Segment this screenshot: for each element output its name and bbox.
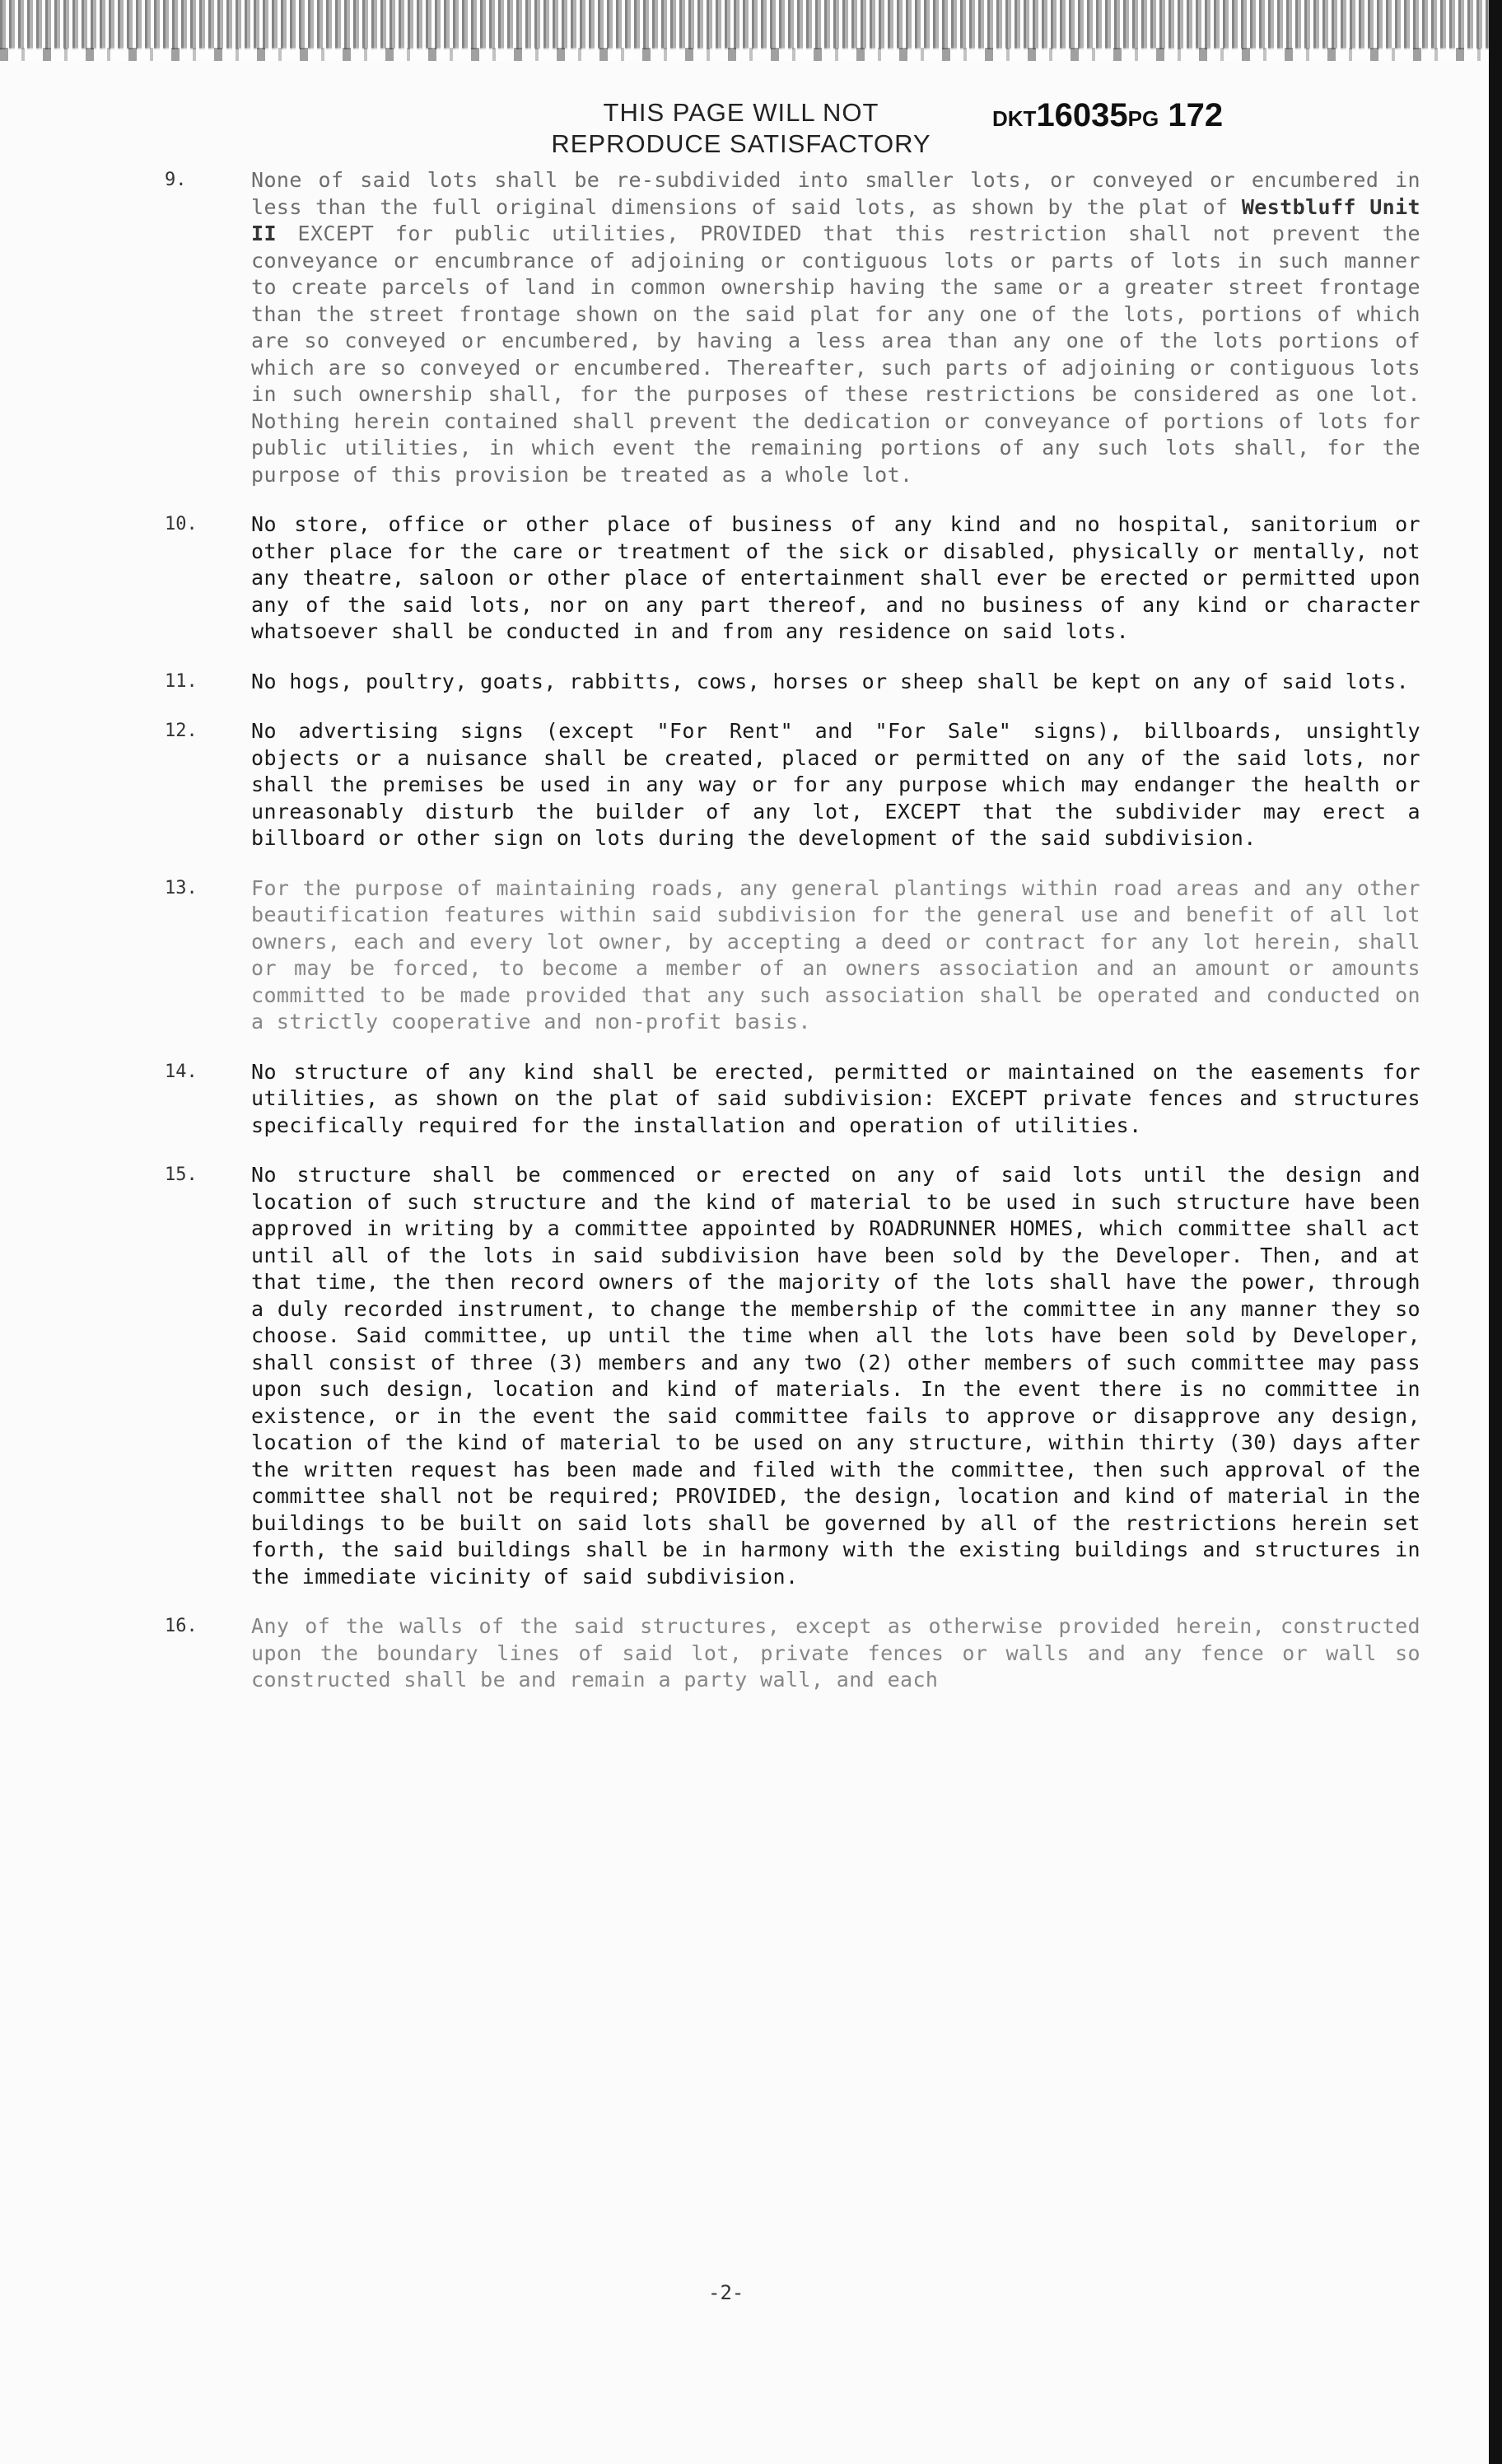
clause-14: [165, 1059, 1425, 1140]
clause-text-part: None of said lots shall be re-subdivided into smaller lots, or conveyed or encumbered in less than the full original dimensions of said lots, as shown by the plat of: [251, 168, 1420, 219]
clause-text: No hogs, poultry, goats, rabbitts, cows, horses or sheep shall be kept on any of said lots.: [251, 669, 1410, 693]
clause-text: For the purpose of maintaining roads, any general plantings within road areas and any other beautification features within said subdivision for the general use and benefit of all lot owners, each and every lot owner, by accepting a deed or contract for any lot herein, shall or may be forced, to become a member of an owners association and an amount or amounts committed to be made provided that any such association shall be operated and conducted on a strictly cooperative and non-profit basis.: [251, 875, 1420, 1034]
clause-10: [165, 511, 1425, 646]
clause-text: No advertising signs (except "For Rent" and "For Sale" signs), billboards, unsightly objects or a nuisance shall be created, placed or permitted on any of the said lots, nor shall the premises be used in any way or for any purpose which may endanger the health or unreasonably disturb the builder of any lot, EXCEPT that the subdivider may erect a billboard or other sign on lots during the development of the said subdivision.: [251, 719, 1420, 850]
clause-text: No structure of any kind shall be erected, permitted or maintained on the easements for utilities, as shown on the plat of said subdivision: EXCEPT private fences and structures specifically required for the installation and operation of utilities.: [251, 1059, 1420, 1137]
footer-page-number: -2-: [708, 2281, 744, 2304]
clause-text-part: EXCEPT for public utilities, PROVIDED that this restriction shall not prevent the conveyance or encumbrance of adjoining or contiguous lots or parts of lots in such manner to create parcels of land in common ownership having the same or a greater street frontage than the street frontage shown on the said plat for any one of the lots, portions of which are so conveyed or encumbered, by having a less area than any one of the lots portions of which are so conveyed or encumbered. Thereafter, such parts of adjoining or contiguous lots in such ownership shall, for the purposes of these restrictions be considered as one lot. Nothing herein contained shall prevent the dedication or conveyance of portions of lots for public utilities, in which event the remaining portions of any such lots shall, for the purpose of this provision be treated as a whole lot.: [251, 222, 1420, 487]
clause-number: 16.: [165, 1616, 198, 1636]
page-prefix: PG: [1127, 106, 1159, 131]
stamp-line-1: THIS PAGE WILL NOT: [603, 98, 879, 127]
clause-number: 10.: [165, 514, 198, 534]
clause-number: 11.: [165, 670, 198, 692]
book-number: 16035: [1036, 97, 1128, 133]
clause-number: 12.: [165, 721, 198, 741]
subdivision-name: Westbluff Unit II: [251, 194, 1421, 245]
scan-top-edge-artifacts: [0, 48, 1502, 61]
stamp-line-2: REPRODUCE SATISFACTORY: [551, 129, 931, 158]
recording-book-reference: [992, 97, 1223, 134]
scan-top-edge-noise: [0, 0, 1502, 49]
clause-number: 14.: [165, 1061, 198, 1082]
clause-13: [165, 875, 1425, 1036]
book-prefix: DKT: [992, 106, 1037, 131]
clause-number: 9.: [165, 170, 187, 190]
clause-15: [165, 1162, 1425, 1590]
clause-text: No structure shall be commenced or erected on any of said lots until the design and location of such structure and the kind of material to be used in such structure have been approved in writing by a committee appointed by ROADRUNNER HOMES, which committee shall act until all of the lots in said subdivision have been sold by the Developer. Then, and at that time, the then record owners of the majority of the lots shall have the power, through a duly recorded instrument, to change the membership of the committee in any manner they so choose. Said committee, up until the time when all the lots have been sold by Developer, shall consist of three (3) members and any two (2) other members of such committee may pass upon such design, location and kind of materials. In the event there is no committee in existence, or in the event the said committee fails to approve or disapprove any design, location of the kind of material to be used on any structure, within thirty (30) days after the written request has been made and filed with the committee, then such approval of the committee shall not be required; PROVIDED, the design, location and kind of material in the buildings to be built on said lots shall be governed by all of the restrictions herein set forth, the said buildings shall be in harmony with the existing buildings and structures in the immediate vicinity of said subdivision.: [251, 1163, 1420, 1589]
scan-right-edge-border: [1489, 0, 1502, 2464]
clause-9: [165, 167, 1425, 488]
restriction-clauses: [165, 167, 1425, 1717]
clause-number: 13.: [165, 877, 198, 898]
clause-text: No store, office or other place of business of any kind and no hospital, sanitorium or other place for the care or treatment of the sick or disabled, physically or mentally, not any theatre, saloon or other place of entertainment shall ever be erected or permitted upon any of the said lots, nor on any part thereof, and no business of any kind or character whatsoever shall be conducted in and from any residence on said lots.: [251, 512, 1420, 643]
clause-12: [165, 718, 1425, 852]
clause-number: 15.: [165, 1164, 198, 1185]
reproduction-notice-stamp: [527, 97, 955, 160]
clause-11: [165, 669, 1425, 696]
recording-page-number: 172: [1168, 97, 1224, 133]
clause-text: Any of the walls of the said structures, except as otherwise provided herein, constructed upon the boundary lines of said lot, private fences or walls and any fence or wall so constructed shall be and remain a party wall, and each: [251, 1614, 1420, 1692]
clause-text: [251, 167, 1420, 488]
clause-16: [165, 1613, 1425, 1694]
